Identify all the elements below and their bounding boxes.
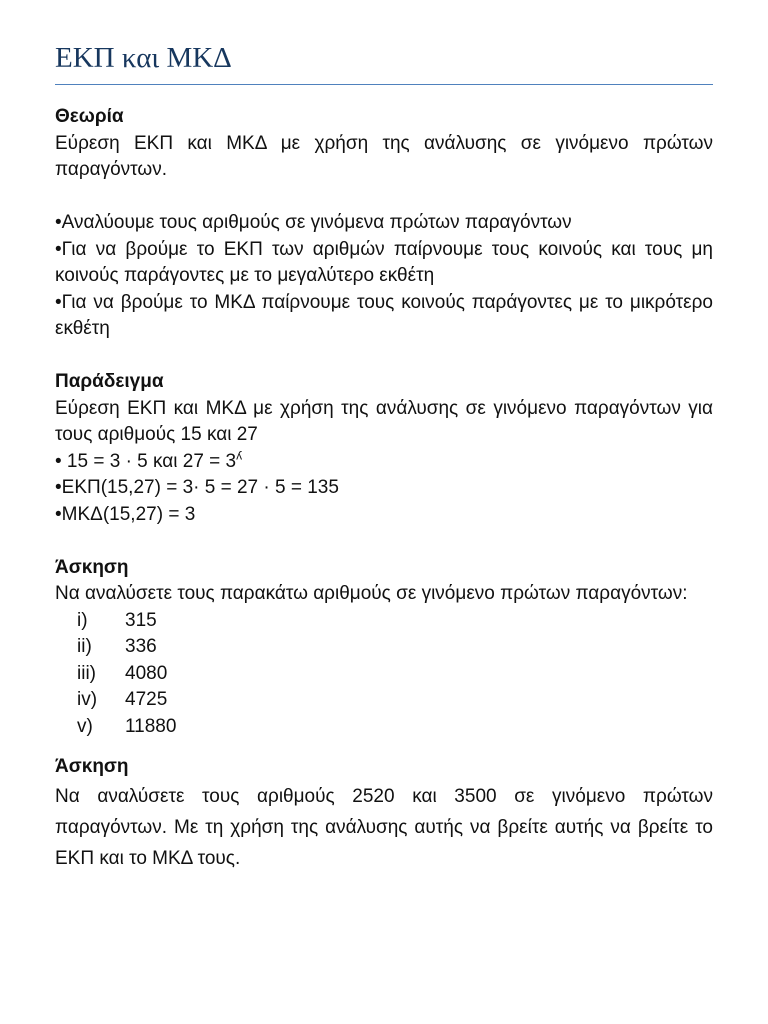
example-factorization-text: • 15 = 3 · 5 και 27 = 3 — [55, 450, 237, 472]
example-heading: Παράδειγμα — [55, 371, 164, 392]
list-item-index: iv) — [77, 689, 98, 710]
theory-bullet: •Αναλύουμε τους αριθμούς σε γινόμενα πρώτων παραγόντων — [55, 212, 572, 233]
list-item-index: iii) — [77, 662, 96, 684]
exercise1-list — [55, 608, 713, 741]
list-item-value: 315 — [125, 609, 157, 631]
example-intro: Εύρεση ΕΚΠ και ΜΚΔ με χρήση της ανάλυσης σε γινόμενο παραγόντων για τους αριθμούς 15 και 27 — [55, 397, 713, 445]
example-factorization — [55, 449, 713, 476]
list-item — [55, 661, 713, 688]
list-item-index: v) — [77, 715, 93, 737]
list-item-value: 4725 — [125, 689, 168, 710]
exercise1-heading: Άσκηση — [55, 556, 129, 578]
example-gcd: •ΜΚΔ(15,27) = 3 — [55, 503, 196, 525]
theory-bullet: •Για να βρούμε το ΕΚΠ των αριθμών παίρνουμε τους κοινούς και τους μη κοινούς παράγοντες με το μεγαλύτερο εκθέτη — [55, 238, 713, 286]
title-underline — [55, 84, 713, 85]
exponent: ʎ — [236, 448, 243, 463]
theory-bullet: •Για να βρούμε το ΜΚΔ παίρνουμε τους κοινούς παράγοντες με το μικρότερο εκθέτη — [55, 291, 713, 339]
list-item-value: 336 — [125, 636, 157, 657]
exercise2-heading: Άσκηση — [55, 756, 129, 777]
theory-heading: Θεωρία — [55, 106, 124, 127]
list-item-index: i) — [77, 609, 88, 631]
list-item — [55, 608, 713, 635]
example-lcm: •ΕΚΠ(15,27) = 3· 5 = 27 · 5 = 135 — [55, 477, 339, 498]
list-item — [55, 687, 713, 714]
theory-intro: Εύρεση ΕΚΠ και ΜΚΔ με χρήση της ανάλυσης σε γινόμενο πρώτων παραγόντων. — [55, 132, 713, 180]
page-title: ΕΚΠ και ΜΚΔ — [55, 42, 232, 74]
exercise2-prompt: Να αναλύσετε τους αριθμούς 2520 και 3500 σε γινόμενο πρώτων παραγόντων. Με τη χρήση της ανάλυσης αυτής να βρείτε αυτής να βρείτε το ΕΚΠ και το ΜΚΔ τους. — [55, 785, 713, 869]
list-item-index: ii) — [77, 636, 92, 657]
list-item — [55, 634, 713, 661]
list-item-value: 11880 — [125, 715, 177, 737]
exercise1-prompt: Να αναλύσετε τους παρακάτω αριθμούς σε γινόμενο πρώτων παραγόντων: — [55, 583, 688, 604]
list-item — [55, 714, 713, 741]
document-body — [55, 104, 713, 874]
list-item-value: 4080 — [125, 662, 168, 684]
